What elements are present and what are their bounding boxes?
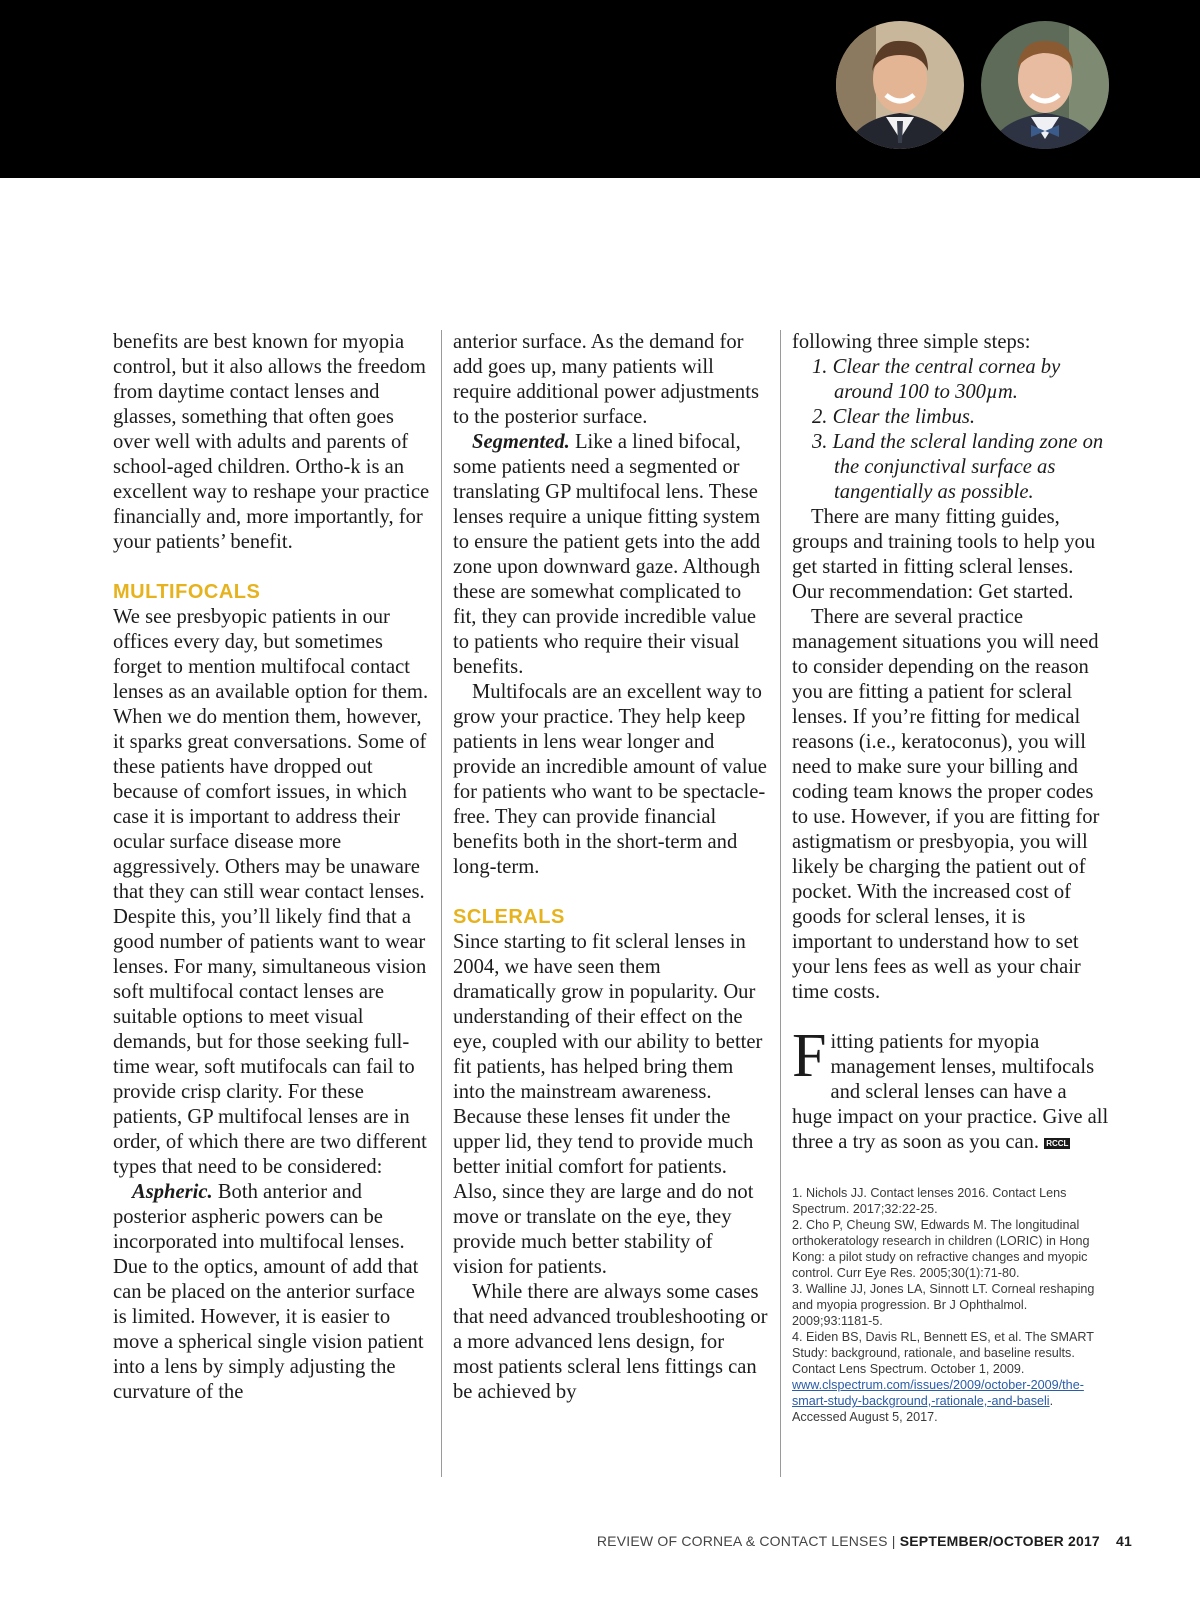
body-paragraph: benefits are best known for myopia control, but it also allows the freedom from daytime contact lenses and glasses, something that often goes over well with adults and parents of school-aged children. Ortho-k is an excellent way to reshape your practice financially and, more importantly, for your patients’ benefit.: [113, 331, 430, 553]
reference-link[interactable]: www.clspectrum.com/issues/2009/october-2009/the-smart-study-background,-rationale,-and-baseli: [792, 1378, 1084, 1408]
body-text: Both anterior and posterior aspheric powers can be incorporated into multifocal lenses. Due to the optics, amount of add that can be placed on the anterior surface is limited. However, it is easier to move a spherical single vision patient into a lens by simply adjusting the curvature of the: [113, 1181, 424, 1403]
body-paragraph: There are several practice management situations you will need to consider depending on the reason you are fitting a patient for scleral lenses. If you’re fitting for medical reasons (i.e., keratoconus), you will need to make sure your billing and coding team knows the proper codes to use. However, if you are fitting for astigmatism or presbyopia, you will likely be charging the patient out of pocket. With the increased cost of goods for scleral lenses, it is important to understand how to set your lens fees as well as your chair time costs.: [792, 606, 1100, 1003]
column-rule-1: [441, 330, 442, 1477]
reference-item: [792, 1329, 1110, 1425]
author-photo-2: [981, 21, 1109, 149]
section-heading-multifocals: MULTIFOCALS: [113, 581, 261, 603]
run-in-label: Segmented.: [472, 431, 570, 453]
references: [792, 1185, 1110, 1425]
publication-name: REVIEW OF CORNEA & CONTACT LENSES: [596, 1533, 888, 1549]
end-mark-icon: RCCL: [1046, 1139, 1069, 1148]
section-heading-sclerals: SCLERALS: [453, 906, 565, 928]
column-3: [792, 330, 1110, 1425]
closing-paragraph: [792, 1022, 1110, 1155]
body-paragraph: There are many fitting guides, groups and training tools to help you get started in fitting scleral lenses. Our recommendation: Get started.: [792, 506, 1096, 603]
body-paragraph: anterior surface. As the demand for add goes up, many patients will require additional power adjustments to the posterior surface.: [453, 331, 759, 428]
footer-separator: |: [891, 1533, 896, 1549]
list-item: 3. Land the scleral landing zone on the conjunctival surface as tangentially as possible.: [812, 431, 1104, 503]
column-rule-2: [780, 330, 781, 1477]
reference-text: 4. Eiden BS, Davis RL, Bennett ES, et al. The SMART Study: background, rationale, and baseline results. Contact Lens Spectrum. October 1, 2009.: [792, 1330, 1094, 1376]
closing-text: itting patients for myopia management lenses, multifocals and scleral lenses can have a huge impact on your practice. Give all three a try as soon as you can.: [792, 1031, 1109, 1153]
body-paragraph: Since starting to fit scleral lenses in 2004, we have seen them dramatically grow in popularity. Our understanding of their effect on the eye, coupled with our ability to better fit patients, has helped bring them into the mainstream awareness. Because these lenses fit under the upper lid, they tend to provide much better initial comfort for patients. Also, since they are large and do not move or translate on the eye, they provide much better stability of vision for patients.: [453, 931, 763, 1278]
body-paragraph: We see presbyopic patients in our offices every day, but sometimes forget to mention multifocal contact lenses as an available option for them. When we do mention them, however, it sparks great conversations. Some of these patients have dropped out because of comfort issues, in which case it is important to address their ocular surface disease more aggressively. Others may be unaware that they can still wear contact lenses. Despite this, you’ll likely find that a good number of patients want to wear lenses. For many, simultaneous vision soft multifocal contact lenses are suitable options to meet visual demands, but for those seeking full-time wear, soft mutifocals can fail to provide crisp clarity. For these patients, GP multifocal lenses are in order, of which there are two different types that need to be considered:: [113, 606, 429, 1178]
drop-cap: F: [792, 1022, 827, 1090]
steps-list: [792, 355, 1110, 505]
body-paragraph: [453, 430, 768, 680]
header-bar: [0, 0, 1200, 178]
run-in-label: Aspheric.: [132, 1181, 213, 1203]
body-paragraph: following three simple steps:: [792, 331, 1031, 353]
body-paragraph: [113, 1180, 431, 1405]
page-number: 41: [1116, 1533, 1132, 1549]
issue-date: SEPTEMBER/OCTOBER 2017: [899, 1533, 1100, 1549]
list-item: 1. Clear the central cornea by around 100 to 300µm.: [812, 356, 1061, 403]
body-paragraph: Multifocals are an excellent way to grow your practice. They help keep patients in lens wear longer and provide an incredible amount of value for patients who want to be spectacle-free. They can provide financial benefits both in the short-term and long-term.: [453, 681, 767, 878]
column-2: [453, 330, 768, 1405]
author-photo-1: [836, 21, 964, 149]
page-footer: [597, 1533, 1132, 1549]
list-item: 2. Clear the limbus.: [812, 406, 976, 428]
reference-item: 2. Cho P, Cheung SW, Edwards M. The longitudinal orthokeratology research in children (LORIC) in Hong Kong: a pilot study on refractive changes and myopic control. Curr Eye Res. 2005;30(1):71-80.: [792, 1218, 1090, 1280]
body-paragraph: While there are always some cases that need advanced troubleshooting or a more advanced lens design, for most patients scleral lens fittings can be achieved by: [453, 1281, 768, 1403]
reference-item: 1. Nichols JJ. Contact lenses 2016. Contact Lens Spectrum. 2017;32:22-25.: [792, 1186, 1067, 1216]
reference-item: 3. Walline JJ, Jones LA, Sinnott LT. Corneal reshaping and myopia progression. Br J Ophthalmol. 2009;93:1181-5.: [792, 1282, 1095, 1328]
body-text: Like a lined bifocal, some patients need a segmented or translating GP multifocal lens. These lenses require a unique fitting system to ensure the patient gets into the add zone upon downward gaze. Although these are somewhat complicated to fit, they can provide incredible value to patients who require their visual benefits.: [453, 431, 761, 678]
column-1: [113, 330, 431, 1405]
reference-tail: . Accessed August 5, 2017.: [792, 1394, 1054, 1424]
